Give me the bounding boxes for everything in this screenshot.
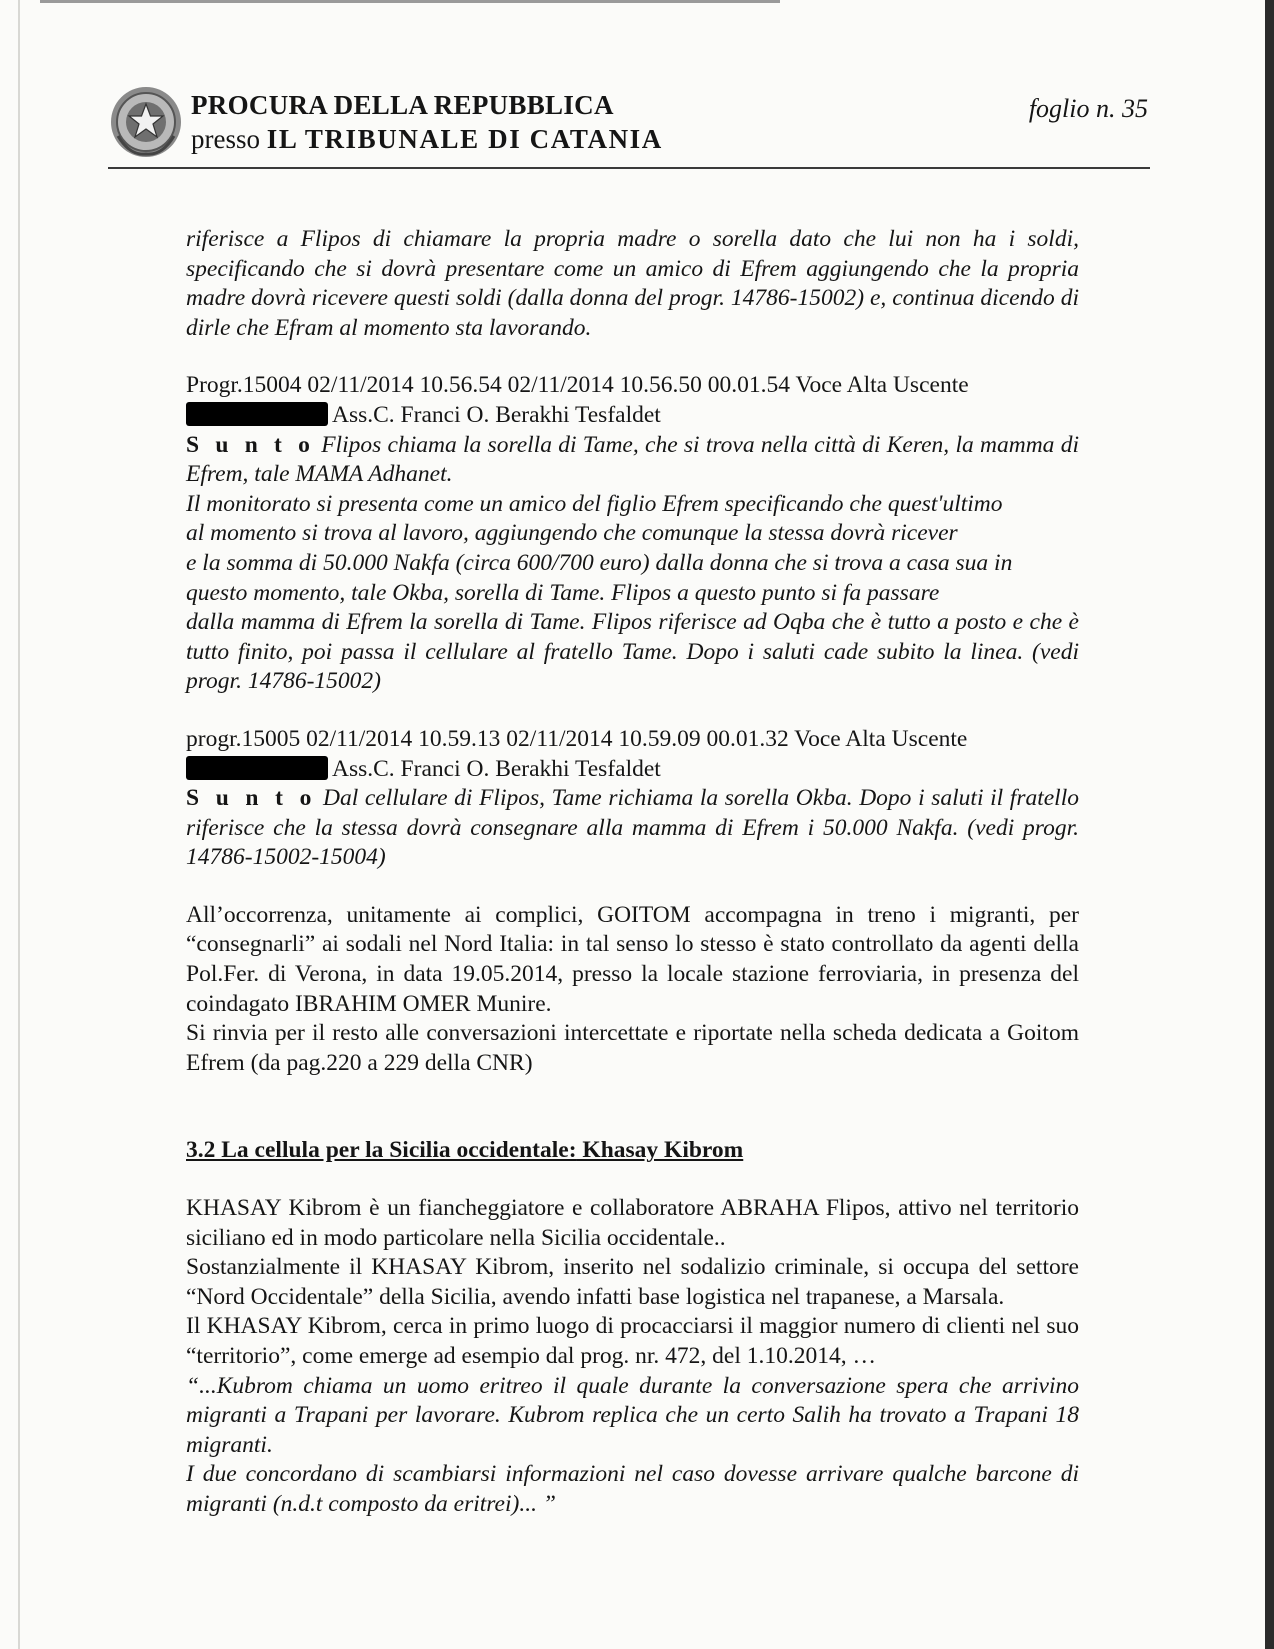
quote-paragraph: “...Kubrom chiama un uomo eritreo il quale durante la conversazione spera che arrivino migranti a Trapani per lavorare. Kubrom replica che un certo Salih ha trovato a Trapani 18 migranti.	[186, 1372, 1079, 1458]
document-body	[186, 225, 1079, 1520]
scan-edge-left	[18, 0, 20, 1649]
court-name: presso IL TRIBUNALE DI CATANIA	[191, 124, 663, 154]
paragraph-khasay-intro: KHASAY Kibrom è un fiancheggiatore e collaboratore ABRAHA Flipos, attivo nel territorio siciliano ed in modo particolare nella Sicilia occidentale..	[186, 1195, 1079, 1251]
paragraph-khasay-role: Sostanzialmente il KHASAY Kibrom, inserito nel sodalizio criminale, si occupa del settore “Nord Occidentale” della Sicilia, avendo infatti base logistica nel trapanese, a Marsala.	[186, 1254, 1079, 1310]
progr-15004-listener: Ass.C. Franci O. Berakhi Tesfaldet	[186, 401, 1079, 431]
scan-edge-right	[1265, 0, 1274, 1649]
progr-15004-line: e la somma di 50.000 Nakfa (circa 600/700 euro) dalla donna che si trova a casa sua in	[186, 549, 1013, 576]
progr-15004-summary: S u n t o Flipos chiama la sorella di Tame, che si trova nella città di Keren, la mamma di Efrem, tale MAMA Adhanet.	[186, 431, 1079, 488]
progr-15004-line: Il monitorato si presenta come un amico del figlio Efrem specificando che quest'ultimo	[186, 490, 1003, 517]
progr-15004-line: questo momento, tale Okba, sorella di Tame. Flipos a questo punto si fa passare	[186, 579, 940, 606]
progr-15004-block	[186, 371, 1079, 697]
progr-15005-summary: S u n t o Dal cellulare di Flipos, Tame richiama la sorella Okba. Dopo i saluti il fratello riferisce che la stessa dovrà consegnare alla mamma di Efrem i 50.000 Nakfa. (vedi progr. 14786-15002-15004)	[186, 785, 1079, 871]
progr-15005-block	[186, 725, 1079, 873]
redaction-bar	[186, 402, 328, 426]
office-name: PROCURA DELLA REPUBBLICA	[191, 90, 614, 120]
quote-paragraph: I due concordano di scambiarsi informazioni nel caso dovesse arrivare qualche barcone di migranti (n.d.t composto da eritrei)... ”	[186, 1461, 1079, 1517]
emblem-of-italy-icon	[108, 84, 184, 160]
page-number: foglio n. 35	[1028, 94, 1148, 123]
progr-15005-listener: Ass.C. Franci O. Berakhi Tesfaldet	[186, 755, 1079, 785]
progr-15004-line: dalla mamma di Efrem la sorella di Tame. Flipos riferisce ad Oqba che è tutto a posto e che è tutto finito, poi passa il cellulare al fratello Tame. Dopo i saluti cade subito la linea. (vedi progr. 14786-15002)	[186, 609, 1079, 695]
redaction-bar	[186, 756, 328, 780]
header-rule	[108, 167, 1150, 169]
document-header	[108, 84, 1148, 166]
paragraph-goitom: All’occorrenza, unitamente ai complici, GOITOM accompagna in treno i migranti, per “consegnarli” ai sodali nel Nord Italia: in tal senso lo stesso è stato controllato da agenti della Pol.Fer. di Verona, in data 19.05.2014, presso la locale stazione ferroviaria, in presenza del coindagato IBRAHIM OMER Munire.	[186, 901, 1079, 1017]
section-heading: 3.2 La cellula per la Sicilia occidentale: Khasay Kibrom	[186, 1137, 744, 1164]
paragraph-khasay-clients: Il KHASAY Kibrom, cerca in primo luogo di procacciarsi il maggior numero di clienti nel suo “territorio”, come emerge ad esempio dal prog. nr. 472, del 1.10.2014, …	[186, 1313, 1079, 1369]
progr-15004-line: al momento si trova al lavoro, aggiungendo che comunque la stessa dovrà ricever	[186, 520, 958, 547]
scan-edge-top	[40, 0, 780, 3]
paragraph-rinvio: Si rinvia per il resto alle conversazioni intercettate e riportate nella scheda dedicata a Goitom Efrem (da pag.220 a 229 della CNR)	[186, 1020, 1079, 1076]
progr-15004-header: Progr.15004 02/11/2014 10.56.54 02/11/2014 10.56.50 00.01.54 Voce Alta Uscente	[186, 372, 969, 399]
progr-15005-header: progr.15005 02/11/2014 10.59.13 02/11/2014 10.59.09 00.01.32 Voce Alta Uscente	[186, 725, 968, 752]
paragraph-intro: riferisce a Flipos di chiamare la propria madre o sorella dato che lui non ha i soldi, specificando che si dovrà presentare come un amico di Efrem aggiungendo che la propria madre dovrà ricevere questi soldi (dalla donna del progr. 14786-15002) e, continua dicendo di dirle che Efram al momento sta lavorando.	[186, 226, 1079, 341]
